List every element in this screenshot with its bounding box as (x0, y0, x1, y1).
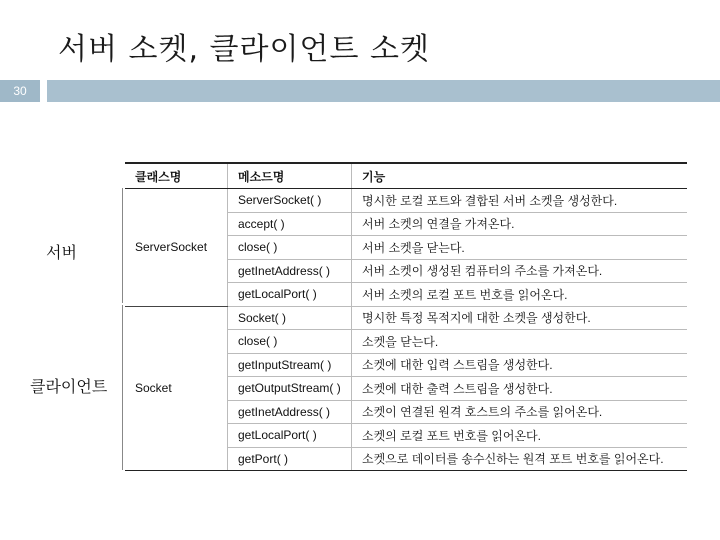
table-row (125, 306, 687, 330)
method-cell: getInputStream( ) (228, 353, 352, 377)
description-cell: 소켓을 닫는다. (352, 330, 688, 354)
description-cell: 소켓에 대한 출력 스트림을 생성한다. (352, 377, 688, 401)
description-cell: 소켓으로 데이터를 송수신하는 원격 포트 번호를 읽어온다. (352, 447, 688, 471)
method-cell: close( ) (228, 236, 352, 260)
method-cell: getLocalPort( ) (228, 283, 352, 307)
socket-method-table (125, 162, 687, 471)
method-cell: ServerSocket( ) (228, 189, 352, 213)
page-number: 30 (0, 80, 40, 102)
description-cell: 명시한 특정 목적지에 대한 소켓을 생성한다. (352, 306, 688, 330)
client-bracket (122, 305, 123, 470)
description-cell: 서버 소켓을 닫는다. (352, 236, 688, 260)
method-cell: getLocalPort( ) (228, 424, 352, 448)
method-cell: getPort( ) (228, 447, 352, 471)
method-cell: getInetAddress( ) (228, 400, 352, 424)
description-cell: 소켓의 로컬 포트 번호를 읽어온다. (352, 424, 688, 448)
description-cell: 명시한 로컬 포트와 결합된 서버 소켓을 생성한다. (352, 189, 688, 213)
server-bracket (122, 188, 123, 303)
description-cell: 소켓이 연결된 원격 호스트의 주소를 읽어온다. (352, 400, 688, 424)
page-header-bar (0, 80, 720, 102)
description-cell: 소켓에 대한 입력 스트림을 생성한다. (352, 353, 688, 377)
slide-title: 서버 소켓, 클라이언트 소켓 (58, 32, 430, 67)
description-cell: 서버 소켓의 로컬 포트 번호를 읽어온다. (352, 283, 688, 307)
client-label: 클라이언트 (30, 377, 108, 396)
method-cell: getInetAddress( ) (228, 259, 352, 283)
class-name-cell: Socket (125, 306, 228, 471)
method-cell: Socket( ) (228, 306, 352, 330)
table-row (125, 189, 687, 213)
header-method-name: 메소드명 (228, 163, 352, 189)
header-stripe (47, 80, 720, 102)
header-class-name: 클래스명 (125, 163, 228, 189)
class-name-cell: ServerSocket (125, 189, 228, 307)
description-cell: 서버 소켓이 생성된 컴퓨터의 주소를 가져온다. (352, 259, 688, 283)
method-cell: getOutputStream( ) (228, 377, 352, 401)
server-label: 서버 (46, 243, 77, 262)
header-function: 기능 (352, 163, 688, 189)
description-cell: 서버 소켓의 연결을 가져온다. (352, 212, 688, 236)
table-header-row (125, 163, 687, 189)
method-cell: accept( ) (228, 212, 352, 236)
method-cell: close( ) (228, 330, 352, 354)
